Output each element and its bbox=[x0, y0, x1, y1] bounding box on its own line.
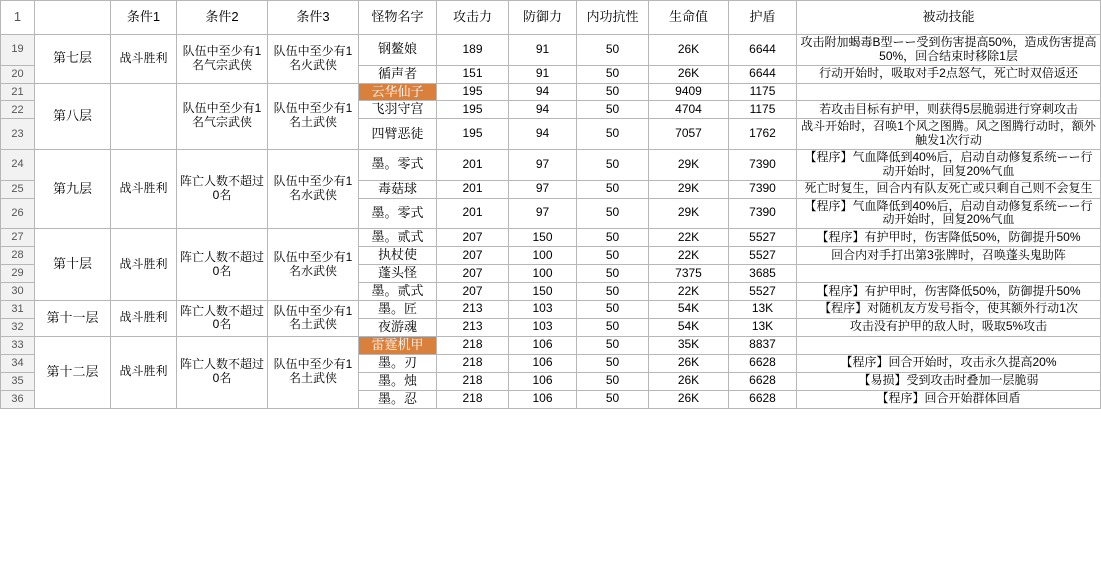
layer-cell[interactable]: 第九层 bbox=[35, 150, 111, 229]
hp-cell[interactable]: 26K bbox=[649, 354, 729, 372]
def-cell[interactable]: 97 bbox=[509, 180, 577, 198]
atk-cell[interactable]: 213 bbox=[437, 300, 509, 318]
atk-cell[interactable]: 195 bbox=[437, 119, 509, 150]
res-cell[interactable]: 50 bbox=[577, 198, 649, 229]
condition2-cell[interactable]: 队伍中至少有1名气宗武侠 bbox=[177, 35, 268, 84]
row-number[interactable]: 31 bbox=[1, 300, 35, 318]
hp-cell[interactable]: 29K bbox=[649, 180, 729, 198]
passive-skill-cell[interactable]: 【易损】受到攻击时叠加一层脆弱 bbox=[797, 372, 1101, 390]
condition1-cell[interactable]: 战斗胜利 bbox=[111, 300, 177, 336]
hp-cell[interactable]: 26K bbox=[649, 372, 729, 390]
monster-name-cell[interactable]: 云华仙子 bbox=[359, 83, 437, 101]
row-number[interactable]: 23 bbox=[1, 119, 35, 150]
passive-skill-cell[interactable]: 攻击附加蝎毒B型ーー受到伤害提高50%，造成伤害提高50%，回合结束时移除1层 bbox=[797, 35, 1101, 66]
res-cell[interactable]: 50 bbox=[577, 101, 649, 119]
shield-cell[interactable]: 6628 bbox=[729, 354, 797, 372]
res-cell[interactable]: 50 bbox=[577, 336, 649, 354]
def-cell[interactable]: 100 bbox=[509, 265, 577, 283]
column-header[interactable]: 条件2 bbox=[177, 1, 268, 35]
res-cell[interactable]: 50 bbox=[577, 83, 649, 101]
def-cell[interactable]: 97 bbox=[509, 198, 577, 229]
monster-name-cell[interactable]: 墨。零式 bbox=[359, 198, 437, 229]
def-cell[interactable]: 106 bbox=[509, 390, 577, 408]
shield-cell[interactable]: 6644 bbox=[729, 65, 797, 83]
condition3-cell[interactable]: 队伍中至少有1名土武侠 bbox=[268, 83, 359, 149]
res-cell[interactable]: 50 bbox=[577, 229, 649, 247]
row-number[interactable]: 28 bbox=[1, 247, 35, 265]
atk-cell[interactable]: 195 bbox=[437, 83, 509, 101]
condition2-cell[interactable]: 阵亡人数不超过0名 bbox=[177, 336, 268, 408]
layer-cell[interactable]: 第十一层 bbox=[35, 300, 111, 336]
shield-cell[interactable]: 5527 bbox=[729, 282, 797, 300]
row-number[interactable]: 33 bbox=[1, 336, 35, 354]
column-header[interactable]: 条件3 bbox=[268, 1, 359, 35]
column-header[interactable]: 护盾 bbox=[729, 1, 797, 35]
shield-cell[interactable]: 8837 bbox=[729, 336, 797, 354]
condition1-cell[interactable] bbox=[111, 83, 177, 149]
condition1-cell[interactable]: 战斗胜利 bbox=[111, 150, 177, 229]
def-cell[interactable]: 103 bbox=[509, 318, 577, 336]
shield-cell[interactable]: 13K bbox=[729, 318, 797, 336]
def-cell[interactable]: 94 bbox=[509, 101, 577, 119]
monster-name-cell[interactable]: 蓬头怪 bbox=[359, 265, 437, 283]
table-row bbox=[1, 336, 1101, 354]
monster-name-cell[interactable]: 飞羽守宫 bbox=[359, 101, 437, 119]
table-header-row bbox=[1, 1, 1101, 35]
column-header[interactable]: 攻击力 bbox=[437, 1, 509, 35]
condition3-cell[interactable]: 队伍中至少有1名土武侠 bbox=[268, 336, 359, 408]
condition2-cell[interactable]: 阵亡人数不超过0名 bbox=[177, 150, 268, 229]
condition3-cell[interactable]: 队伍中至少有1名水武侠 bbox=[268, 150, 359, 229]
atk-cell[interactable]: 207 bbox=[437, 247, 509, 265]
column-header[interactable]: 怪物名字 bbox=[359, 1, 437, 35]
condition2-cell[interactable]: 阵亡人数不超过0名 bbox=[177, 300, 268, 336]
passive-skill-cell[interactable]: 攻击没有护甲的敌人时，吸取5%攻击 bbox=[797, 318, 1101, 336]
passive-skill-cell[interactable]: 【程序】气血降低到40%后，启动自动修复系统ーー行动开始时，回复20%气血 bbox=[797, 150, 1101, 181]
row-number[interactable]: 35 bbox=[1, 372, 35, 390]
shield-cell[interactable]: 7390 bbox=[729, 198, 797, 229]
hp-cell[interactable]: 35K bbox=[649, 336, 729, 354]
row-number[interactable]: 36 bbox=[1, 390, 35, 408]
def-cell[interactable]: 106 bbox=[509, 372, 577, 390]
passive-skill-cell[interactable]: 【程序】有护甲时，伤害降低50%，防御提升50% bbox=[797, 282, 1101, 300]
hp-cell[interactable]: 26K bbox=[649, 35, 729, 66]
hp-cell[interactable]: 26K bbox=[649, 390, 729, 408]
passive-skill-cell[interactable]: 【程序】对随机友方发号指令，使其额外行动1次 bbox=[797, 300, 1101, 318]
res-cell[interactable]: 50 bbox=[577, 372, 649, 390]
atk-cell[interactable]: 218 bbox=[437, 372, 509, 390]
monster-name-cell[interactable]: 钢鳌娘 bbox=[359, 35, 437, 66]
def-cell[interactable]: 91 bbox=[509, 35, 577, 66]
layer-cell[interactable]: 第十层 bbox=[35, 229, 111, 301]
atk-cell[interactable]: 207 bbox=[437, 282, 509, 300]
def-cell[interactable]: 91 bbox=[509, 65, 577, 83]
def-cell[interactable]: 106 bbox=[509, 336, 577, 354]
row-number[interactable]: 19 bbox=[1, 35, 35, 66]
def-cell[interactable]: 94 bbox=[509, 119, 577, 150]
def-cell[interactable]: 106 bbox=[509, 354, 577, 372]
shield-cell[interactable]: 1175 bbox=[729, 83, 797, 101]
res-cell[interactable]: 50 bbox=[577, 318, 649, 336]
layer-cell[interactable]: 第八层 bbox=[35, 83, 111, 149]
passive-skill-cell[interactable]: 【程序】有护甲时，伤害降低50%，防御提升50% bbox=[797, 229, 1101, 247]
monster-name-cell[interactable]: 墨。刃 bbox=[359, 354, 437, 372]
column-header[interactable]: 防御力 bbox=[509, 1, 577, 35]
def-cell[interactable]: 103 bbox=[509, 300, 577, 318]
shield-cell[interactable]: 1175 bbox=[729, 101, 797, 119]
column-header[interactable] bbox=[35, 1, 111, 35]
shield-cell[interactable]: 3685 bbox=[729, 265, 797, 283]
monster-name-cell[interactable]: 墨。贰式 bbox=[359, 282, 437, 300]
condition3-cell[interactable]: 队伍中至少有1名土武侠 bbox=[268, 300, 359, 336]
shield-cell[interactable]: 6628 bbox=[729, 390, 797, 408]
monster-name-cell[interactable]: 墨。匠 bbox=[359, 300, 437, 318]
atk-cell[interactable]: 189 bbox=[437, 35, 509, 66]
shield-cell[interactable]: 7390 bbox=[729, 180, 797, 198]
table-body bbox=[1, 1, 1101, 409]
res-cell[interactable]: 50 bbox=[577, 180, 649, 198]
column-header[interactable]: 条件1 bbox=[111, 1, 177, 35]
hp-cell[interactable]: 7375 bbox=[649, 265, 729, 283]
hp-cell[interactable]: 7057 bbox=[649, 119, 729, 150]
res-cell[interactable]: 50 bbox=[577, 354, 649, 372]
passive-skill-cell[interactable]: 战斗开始时，召唤1个风之图腾。风之图腾行动时，额外触发1次行动 bbox=[797, 119, 1101, 150]
shield-cell[interactable]: 6644 bbox=[729, 35, 797, 66]
atk-cell[interactable]: 218 bbox=[437, 354, 509, 372]
layer-cell[interactable]: 第十二层 bbox=[35, 336, 111, 408]
shield-cell[interactable]: 1762 bbox=[729, 119, 797, 150]
hp-cell[interactable]: 22K bbox=[649, 229, 729, 247]
hp-cell[interactable]: 9409 bbox=[649, 83, 729, 101]
table-row bbox=[1, 150, 1101, 181]
def-cell[interactable]: 150 bbox=[509, 282, 577, 300]
res-cell[interactable]: 50 bbox=[577, 265, 649, 283]
row-number[interactable]: 1 bbox=[1, 1, 35, 35]
res-cell[interactable]: 50 bbox=[577, 65, 649, 83]
row-number[interactable]: 34 bbox=[1, 354, 35, 372]
passive-skill-cell[interactable] bbox=[797, 83, 1101, 101]
atk-cell[interactable]: 218 bbox=[437, 390, 509, 408]
def-cell[interactable]: 100 bbox=[509, 247, 577, 265]
shield-cell[interactable]: 6628 bbox=[729, 372, 797, 390]
monster-name-cell[interactable]: 墨。忍 bbox=[359, 390, 437, 408]
column-header[interactable]: 内功抗性 bbox=[577, 1, 649, 35]
column-header[interactable]: 生命值 bbox=[649, 1, 729, 35]
monster-name-cell[interactable]: 墨。烛 bbox=[359, 372, 437, 390]
passive-skill-cell[interactable]: 行动开始时，吸取对手2点怒气，死亡时双倍返还 bbox=[797, 65, 1101, 83]
atk-cell[interactable]: 151 bbox=[437, 65, 509, 83]
monster-name-cell[interactable]: 四臂恶徒 bbox=[359, 119, 437, 150]
layer-cell[interactable]: 第七层 bbox=[35, 35, 111, 84]
res-cell[interactable]: 50 bbox=[577, 35, 649, 66]
condition2-cell[interactable]: 阵亡人数不超过0名 bbox=[177, 229, 268, 301]
condition2-cell[interactable]: 队伍中至少有1名气宗武侠 bbox=[177, 83, 268, 149]
atk-cell[interactable]: 195 bbox=[437, 101, 509, 119]
atk-cell[interactable]: 207 bbox=[437, 229, 509, 247]
row-number[interactable]: 26 bbox=[1, 198, 35, 229]
passive-skill-cell[interactable]: 【程序】回合开始时，攻击永久提高20% bbox=[797, 354, 1101, 372]
monster-name-cell[interactable]: 执杖使 bbox=[359, 247, 437, 265]
row-number[interactable]: 29 bbox=[1, 265, 35, 283]
atk-cell[interactable]: 218 bbox=[437, 336, 509, 354]
row-number[interactable]: 30 bbox=[1, 282, 35, 300]
row-number[interactable]: 22 bbox=[1, 101, 35, 119]
atk-cell[interactable]: 201 bbox=[437, 198, 509, 229]
monster-name-cell[interactable]: 墨。零式 bbox=[359, 150, 437, 181]
monster-name-cell[interactable]: 墨。贰式 bbox=[359, 229, 437, 247]
monster-name-cell[interactable]: 循声者 bbox=[359, 65, 437, 83]
res-cell[interactable]: 50 bbox=[577, 282, 649, 300]
passive-skill-cell[interactable] bbox=[797, 265, 1101, 283]
hp-cell[interactable]: 54K bbox=[649, 300, 729, 318]
row-number[interactable]: 21 bbox=[1, 83, 35, 101]
row-number[interactable]: 25 bbox=[1, 180, 35, 198]
def-cell[interactable]: 97 bbox=[509, 150, 577, 181]
hp-cell[interactable]: 22K bbox=[649, 247, 729, 265]
atk-cell[interactable]: 213 bbox=[437, 318, 509, 336]
hp-cell[interactable]: 26K bbox=[649, 65, 729, 83]
atk-cell[interactable]: 201 bbox=[437, 180, 509, 198]
condition3-cell[interactable]: 队伍中至少有1名水武侠 bbox=[268, 229, 359, 301]
atk-cell[interactable]: 207 bbox=[437, 265, 509, 283]
table-row bbox=[1, 300, 1101, 318]
table-row bbox=[1, 35, 1101, 66]
monster-name-cell[interactable]: 毒菇球 bbox=[359, 180, 437, 198]
monster-name-cell[interactable]: 夜游魂 bbox=[359, 318, 437, 336]
shield-cell[interactable]: 5527 bbox=[729, 229, 797, 247]
condition1-cell[interactable]: 战斗胜利 bbox=[111, 336, 177, 408]
res-cell[interactable]: 50 bbox=[577, 390, 649, 408]
condition1-cell[interactable]: 战斗胜利 bbox=[111, 229, 177, 301]
hp-cell[interactable]: 29K bbox=[649, 150, 729, 181]
shield-cell[interactable]: 7390 bbox=[729, 150, 797, 181]
passive-skill-cell[interactable]: 死亡时复生，回合内有队友死亡或只剩自己则不会复生 bbox=[797, 180, 1101, 198]
hp-cell[interactable]: 54K bbox=[649, 318, 729, 336]
table-row bbox=[1, 229, 1101, 247]
row-number[interactable]: 32 bbox=[1, 318, 35, 336]
res-cell[interactable]: 50 bbox=[577, 119, 649, 150]
atk-cell[interactable]: 201 bbox=[437, 150, 509, 181]
passive-skill-cell[interactable]: 若攻击目标有护甲，则获得5层脆弱进行穿刺攻击 bbox=[797, 101, 1101, 119]
shield-cell[interactable]: 13K bbox=[729, 300, 797, 318]
row-number[interactable]: 24 bbox=[1, 150, 35, 181]
def-cell[interactable]: 150 bbox=[509, 229, 577, 247]
shield-cell[interactable]: 5527 bbox=[729, 247, 797, 265]
monster-name-cell[interactable]: 雷霆机甲 bbox=[359, 336, 437, 354]
row-number[interactable]: 27 bbox=[1, 229, 35, 247]
passive-skill-cell[interactable] bbox=[797, 336, 1101, 354]
passive-skill-cell[interactable]: 【程序】气血降低到40%后，启动自动修复系统ーー行动开始时，回复20%气血 bbox=[797, 198, 1101, 229]
column-header[interactable]: 被动技能 bbox=[797, 1, 1101, 35]
hp-cell[interactable]: 29K bbox=[649, 198, 729, 229]
passive-skill-cell[interactable]: 【程序】回合开始群体回盾 bbox=[797, 390, 1101, 408]
res-cell[interactable]: 50 bbox=[577, 247, 649, 265]
hp-cell[interactable]: 4704 bbox=[649, 101, 729, 119]
def-cell[interactable]: 94 bbox=[509, 83, 577, 101]
res-cell[interactable]: 50 bbox=[577, 150, 649, 181]
table-row bbox=[1, 83, 1101, 101]
hp-cell[interactable]: 22K bbox=[649, 282, 729, 300]
passive-skill-cell[interactable]: 回合内对手打出第3张牌时，召唤蓬头鬼助阵 bbox=[797, 247, 1101, 265]
res-cell[interactable]: 50 bbox=[577, 300, 649, 318]
condition3-cell[interactable]: 队伍中至少有1名火武侠 bbox=[268, 35, 359, 84]
row-number[interactable]: 20 bbox=[1, 65, 35, 83]
condition1-cell[interactable]: 战斗胜利 bbox=[111, 35, 177, 84]
